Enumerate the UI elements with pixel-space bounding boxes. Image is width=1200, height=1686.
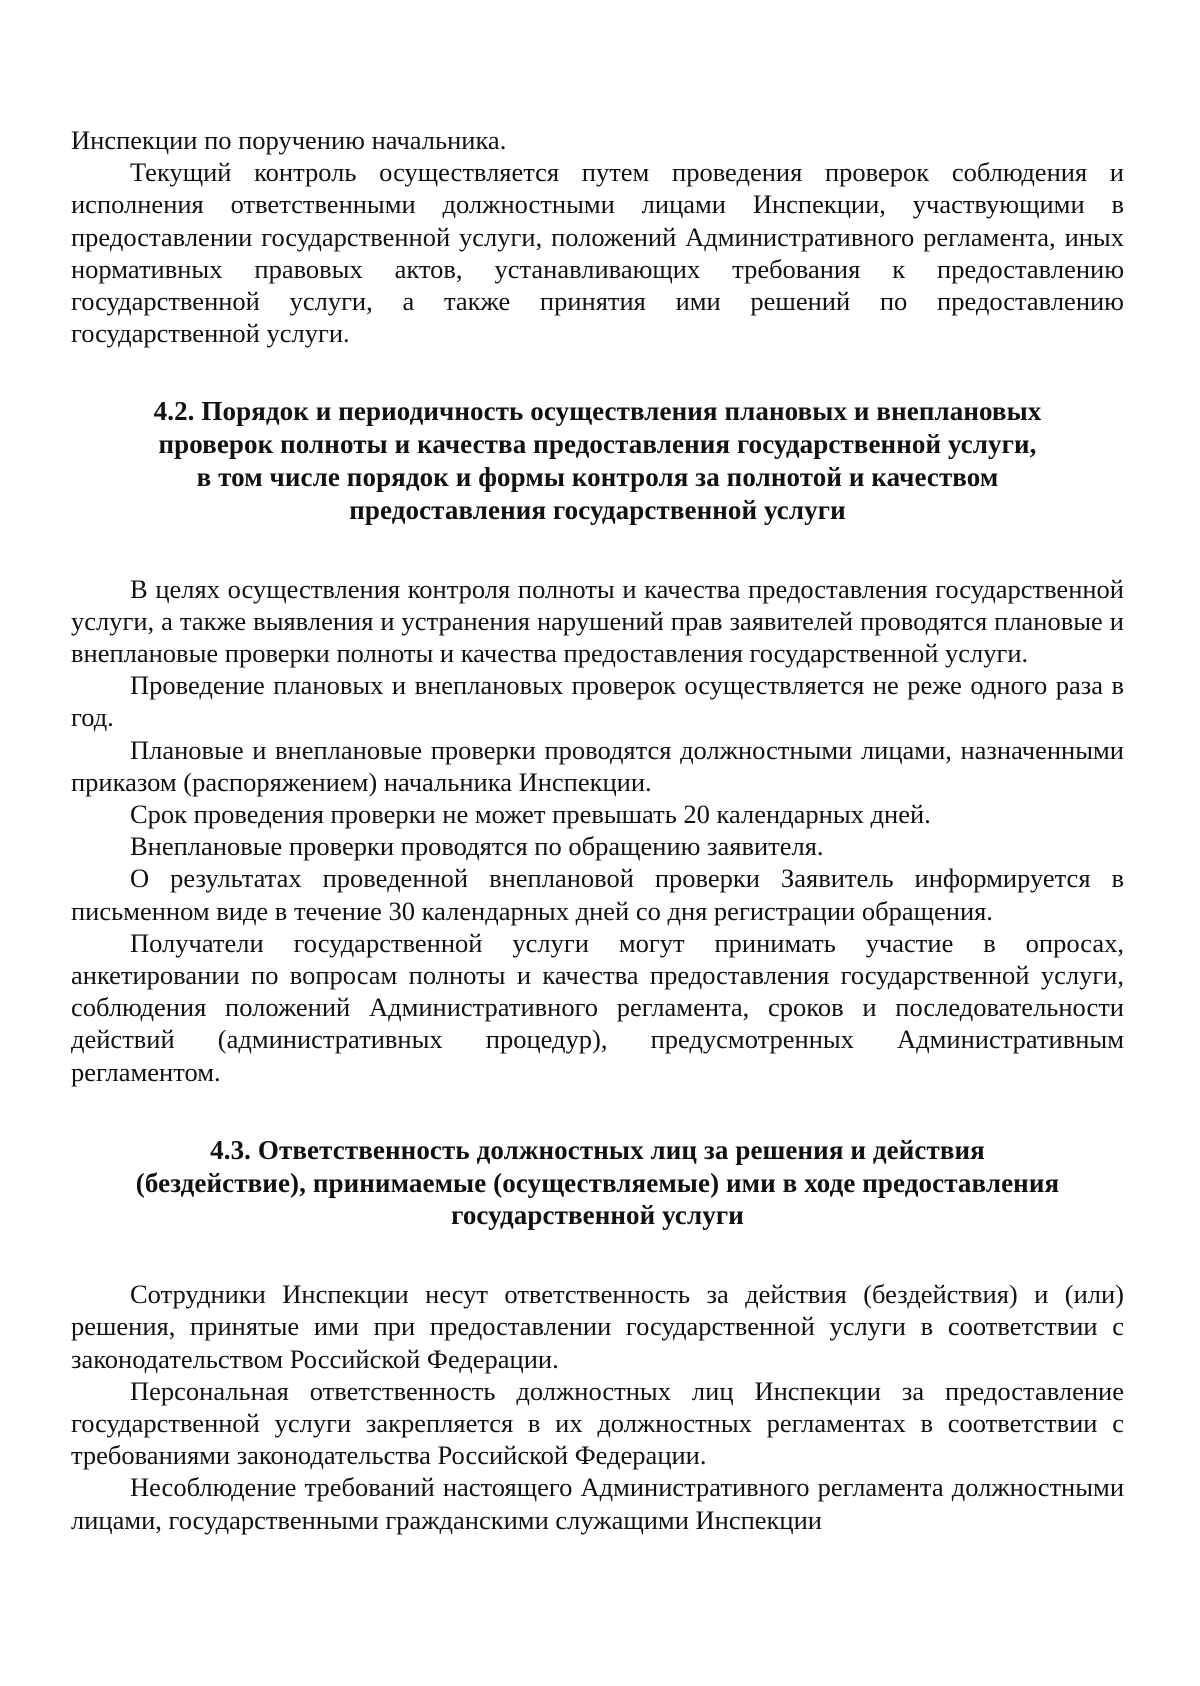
heading-line: предоставления государственной услуги: [349, 494, 846, 525]
heading-line: проверок полноты и качества предоставления государственной услуги,: [158, 429, 1037, 460]
section-4-2-paragraph: О результатах проведенной внеплановой проверки Заявитель информируется в письменном виде в течение 30 календарных дней со дня регистрации обращения.: [71, 863, 1124, 926]
heading-line: (бездействие), принимаемые (осуществляемые) ими в ходе предоставления: [135, 1167, 1060, 1198]
section-4-3-heading: [71, 1134, 1124, 1232]
heading-line: в том числе порядок и формы контроля за полнотой и качеством: [196, 462, 999, 493]
intro-paragraph: Текущий контроль осуществляется путем проведения проверок соблюдения и исполнения ответственными должностными лицами Инспекции, участвующими в предоставлении государственной услуги, положений Административного регламента, иных нормативных правовых актов, устанавливающих требования к предоставлению государственной услуги, а также принятия ими решений по предоставлению государственной услуги.: [71, 157, 1124, 349]
section-4-2-heading: [71, 395, 1124, 526]
document-body: [71, 124, 1124, 1536]
heading-line: 4.2. Порядок и периодичность осуществления плановых и внеплановых: [153, 396, 1042, 427]
heading-line: 4.3. Ответственность должностных лиц за решения и действия: [210, 1134, 985, 1165]
section-4-2-paragraph: Внеплановые проверки проводятся по обращению заявителя.: [130, 831, 824, 862]
section-4-2-paragraph: Срок проведения проверки не может превышать 20 календарных дней.: [130, 799, 931, 830]
section-4-2-paragraph: Получатели государственной услуги могут принимать участие в опросах, анкетировании по вопросам полноты и качества предоставления государственной услуги, соблюдения положений Административного регламента, сроков и последовательности действий (административных процедур), предусмотренных Административным регламентом.: [71, 927, 1124, 1087]
intro-paragraph: Инспекции по поручению начальника.: [71, 125, 507, 155]
section-4-2-paragraph: Плановые и внеплановые проверки проводятся должностными лицами, назначенными приказом (распоряжением) начальника Инспекции.: [71, 734, 1124, 797]
section-4-3-paragraph: Персональная ответственность должностных лиц Инспекции за предоставление государственной услуги закрепляется в их должностных регламентах в соответствии с требованиями законодательства Российской Федерации.: [71, 1375, 1124, 1471]
heading-line: государственной услуги: [451, 1200, 744, 1231]
section-4-2-paragraph: Проведение плановых и внеплановых проверок осуществляется не реже одного раза в год.: [71, 670, 1124, 733]
section-4-3-paragraph: Сотрудники Инспекции несут ответственность за действия (бездействия) и (или) решения, принятые ими при предоставлении государственной услуги в соответствии с законодательством Российской Федерации.: [71, 1279, 1124, 1374]
section-4-3-paragraph: Несоблюдение требований настоящего Административного регламента должностными лицами, государственными гражданскими служащими Инспекции: [71, 1472, 1124, 1535]
section-4-2-paragraph: В целях осуществления контроля полноты и качества предоставления государственной услуги, а также выявления и устранения нарушений прав заявителей проводятся плановые и внеплановые проверки полноты и качества предоставления государственной услуги.: [71, 573, 1124, 669]
